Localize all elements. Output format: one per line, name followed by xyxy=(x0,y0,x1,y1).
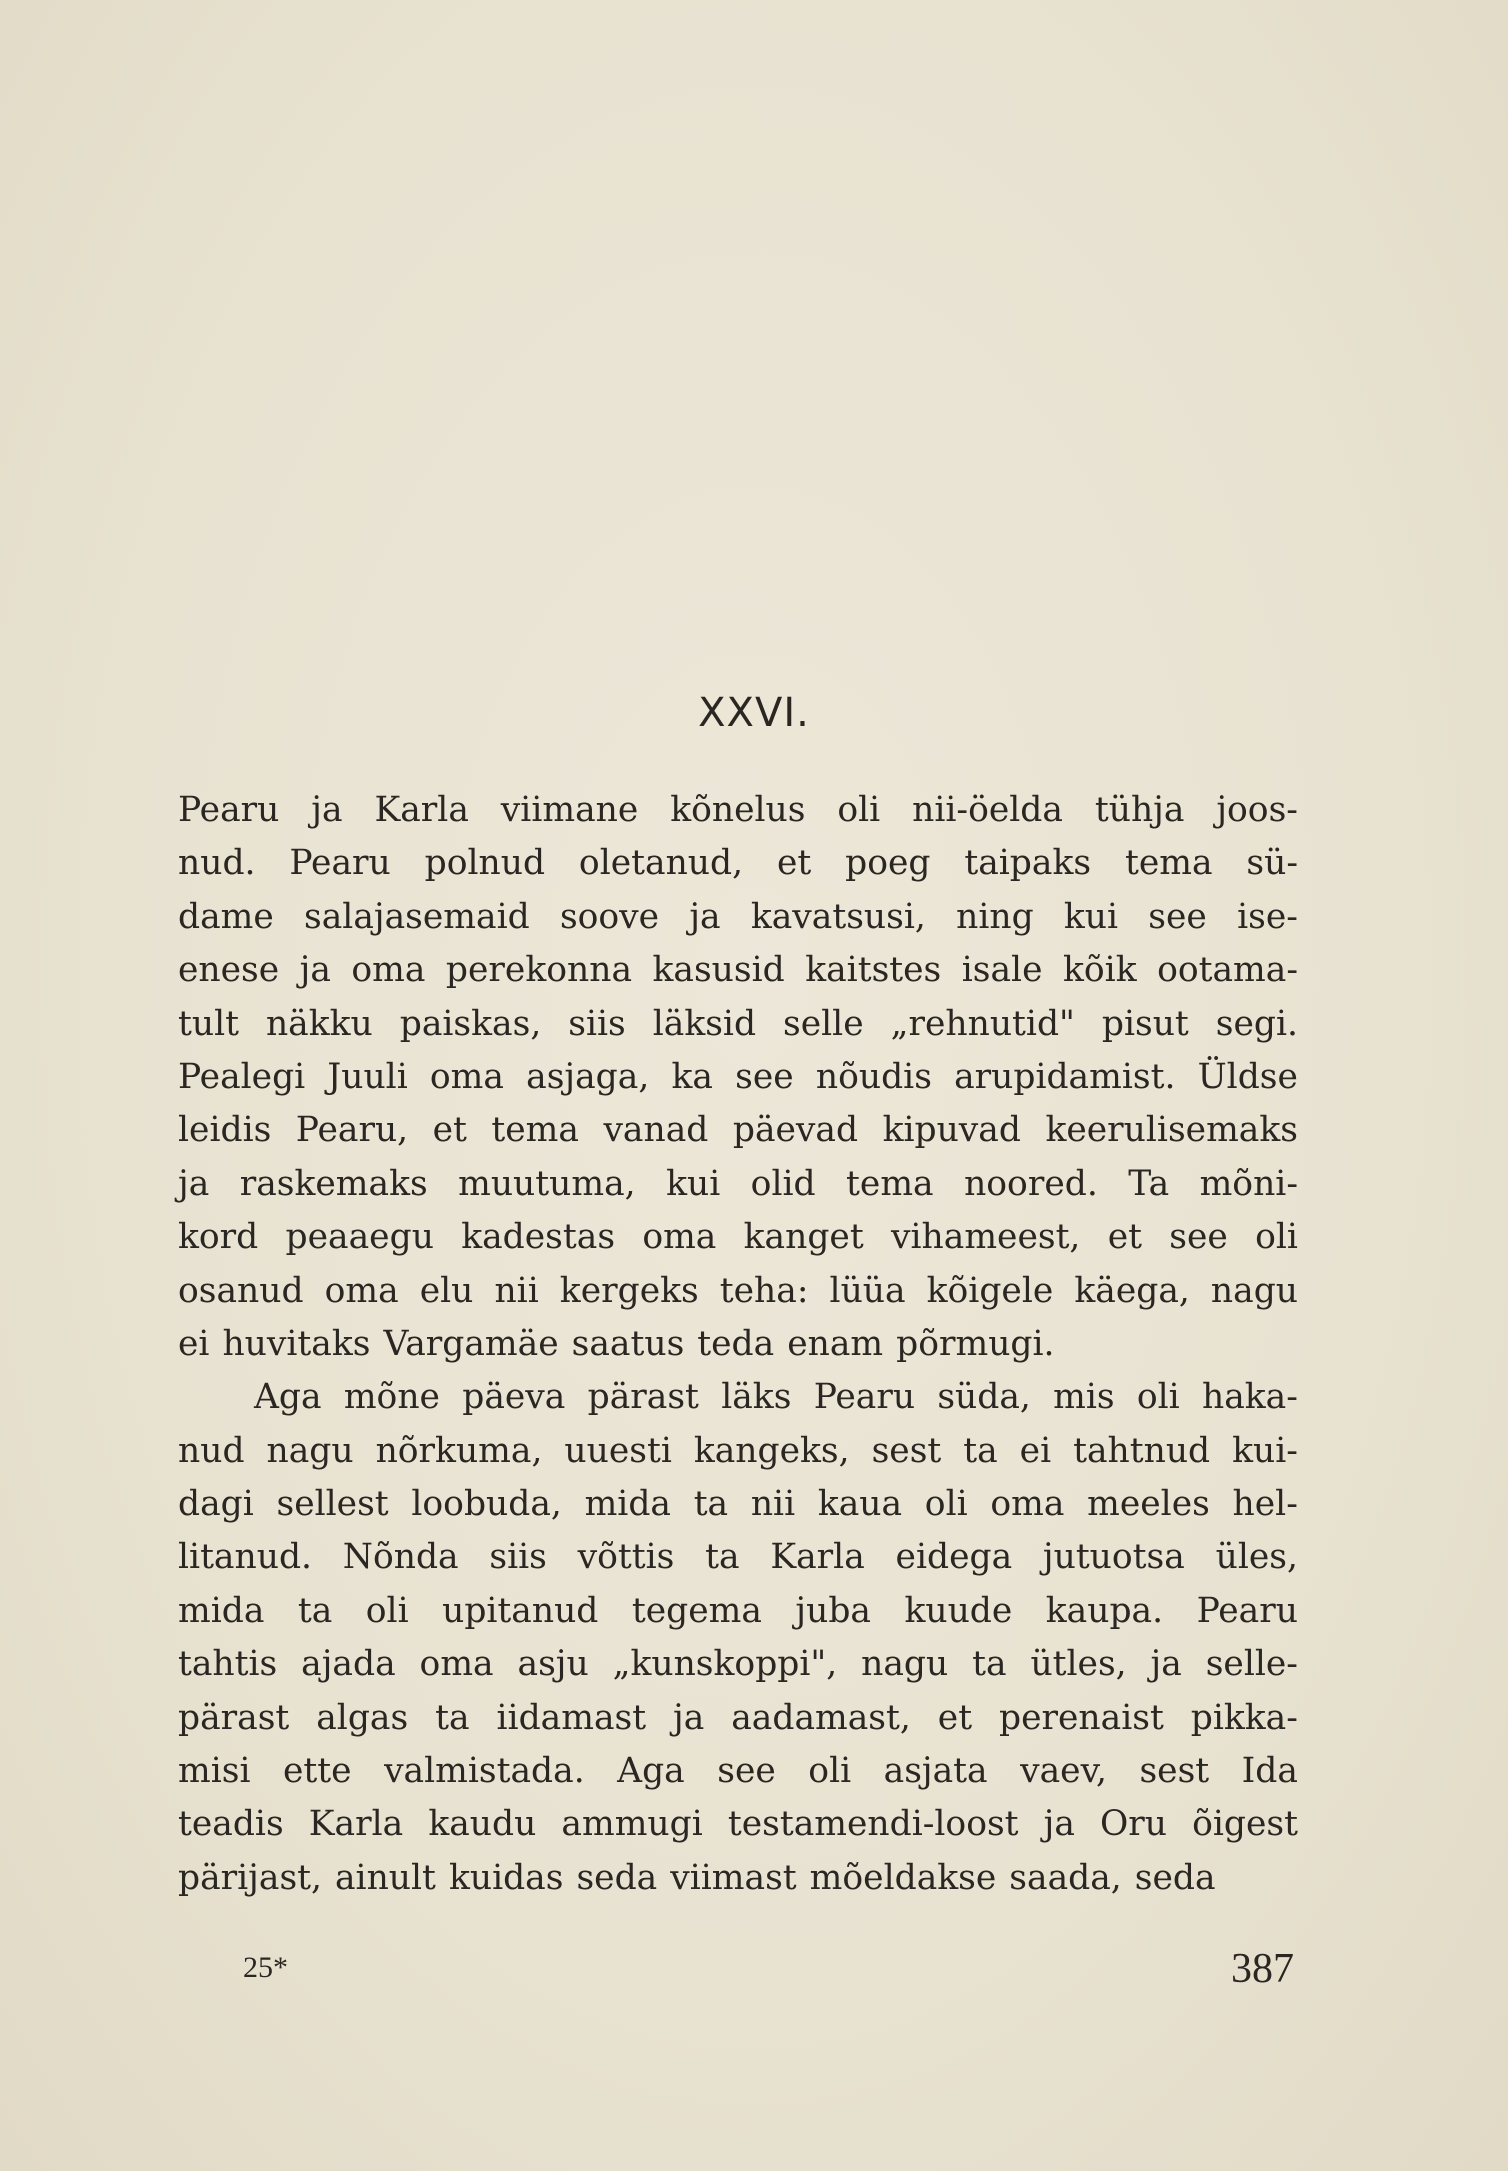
word: viimane xyxy=(500,790,639,830)
word: kipuvad xyxy=(882,1110,1021,1151)
word: ta xyxy=(963,1430,998,1471)
word: ta xyxy=(297,1590,333,1631)
word: mõne xyxy=(343,1377,440,1418)
word: leidis xyxy=(178,1110,272,1151)
word: Pearu xyxy=(1196,1590,1298,1631)
word: kangeks, xyxy=(693,1430,850,1471)
word: teda xyxy=(697,1323,775,1364)
word: üles, xyxy=(1215,1537,1298,1578)
word: ta xyxy=(693,1484,729,1525)
word: hel- xyxy=(1232,1484,1298,1525)
word: seda xyxy=(576,1857,658,1898)
word: ta xyxy=(705,1537,740,1578)
word: tahtnud xyxy=(1073,1430,1211,1471)
page-footer xyxy=(0,1945,1508,2005)
word: nud. xyxy=(178,843,256,884)
word: vihameest, xyxy=(891,1217,1081,1258)
word: kasusid xyxy=(652,950,785,991)
word: läks xyxy=(721,1377,792,1418)
word: Oru xyxy=(1100,1804,1167,1845)
word: ajada xyxy=(301,1644,396,1685)
word: Aga xyxy=(617,1751,685,1792)
word: mis xyxy=(1053,1377,1115,1418)
word: iidamast xyxy=(496,1697,647,1738)
word: Karla xyxy=(374,790,469,830)
word: Karla xyxy=(308,1804,404,1845)
text-line xyxy=(178,1852,1298,1905)
word: kadestas xyxy=(461,1217,616,1258)
word: Pealegi xyxy=(178,1056,306,1097)
word: Nõnda xyxy=(342,1537,459,1578)
word: nagu xyxy=(1210,1270,1298,1311)
word: selle xyxy=(783,1003,864,1044)
word: ütles, xyxy=(1030,1644,1127,1685)
word: poeg xyxy=(845,843,931,884)
paragraph xyxy=(178,784,1298,1371)
word: oma xyxy=(429,1056,504,1097)
word: ootama- xyxy=(1157,950,1298,991)
word: võttis xyxy=(577,1537,675,1578)
word: noored. xyxy=(964,1163,1098,1204)
word: sü- xyxy=(1246,843,1298,884)
word: asjaga, xyxy=(526,1056,650,1097)
word: siis xyxy=(568,1003,626,1044)
word: ning xyxy=(956,896,1034,937)
word: vanad xyxy=(603,1110,709,1151)
word: tühja xyxy=(1094,790,1185,830)
word: nõrkuma, xyxy=(375,1430,543,1471)
word: kanget xyxy=(743,1217,864,1258)
word: segi. xyxy=(1215,1003,1298,1044)
word: nii xyxy=(494,1270,539,1311)
word: nii-öelda xyxy=(912,790,1063,830)
text-line xyxy=(178,1638,1298,1691)
word: kui xyxy=(666,1163,721,1204)
word: valmistada. xyxy=(384,1751,585,1792)
text-line xyxy=(178,891,1298,944)
word: tult xyxy=(178,1003,239,1044)
word: salajasemaid xyxy=(304,896,530,937)
word: loobuda, xyxy=(411,1484,562,1525)
word: enese xyxy=(178,950,280,991)
word: siis xyxy=(489,1537,547,1578)
word: sest xyxy=(871,1430,942,1471)
text-line xyxy=(178,1798,1298,1851)
page-number: 387 xyxy=(1231,1946,1294,1992)
word: näkku xyxy=(265,1003,373,1044)
word: Pearu xyxy=(178,790,280,830)
word: nagu xyxy=(861,1644,949,1685)
text-line xyxy=(178,1318,1298,1371)
word: pärijast, xyxy=(178,1857,322,1898)
word: oma xyxy=(419,1644,494,1685)
text-line xyxy=(178,837,1298,890)
word: vaev, xyxy=(1020,1751,1107,1792)
word: et xyxy=(937,1697,973,1738)
text-line xyxy=(178,998,1298,1051)
word: Juuli xyxy=(327,1056,408,1097)
word: päevad xyxy=(732,1110,859,1151)
word: ammugi xyxy=(561,1804,703,1845)
word: ei xyxy=(178,1323,210,1364)
word: jutuotsa xyxy=(1042,1537,1185,1578)
word: nagu xyxy=(266,1430,354,1471)
word: oma xyxy=(990,1484,1065,1525)
text-line xyxy=(178,1425,1298,1478)
word: kord xyxy=(178,1217,259,1258)
word: osanud xyxy=(178,1270,304,1311)
word: oletanud, xyxy=(578,843,744,884)
word: tema xyxy=(491,1110,579,1151)
word: ja xyxy=(1150,1644,1182,1685)
word: pisut xyxy=(1101,1003,1189,1044)
word: upitanud xyxy=(442,1590,599,1631)
word: ja xyxy=(1043,1804,1075,1845)
word: peaaegu xyxy=(285,1217,434,1258)
word: kaitstes xyxy=(805,950,942,991)
word: kavatsusi, xyxy=(750,896,926,937)
word: mõni- xyxy=(1199,1163,1298,1204)
word: ja xyxy=(673,1697,705,1738)
word: oli xyxy=(837,790,881,830)
word: elu xyxy=(419,1270,474,1311)
word: tegema xyxy=(631,1590,762,1631)
printer-signature: 25* xyxy=(243,1951,288,1984)
word: sellest xyxy=(276,1484,389,1525)
word: sest xyxy=(1139,1751,1210,1792)
text-line xyxy=(178,944,1298,997)
text-line xyxy=(178,1692,1298,1745)
text-line xyxy=(178,1585,1298,1638)
text-line xyxy=(178,1478,1298,1531)
word: taipaks xyxy=(964,843,1092,884)
word: Ida xyxy=(1241,1751,1298,1792)
word: ta xyxy=(972,1644,1007,1685)
word: seda xyxy=(1134,1857,1216,1898)
word: oli xyxy=(1255,1217,1298,1258)
word: oli xyxy=(924,1484,968,1525)
word: muutuma, xyxy=(458,1163,636,1204)
word: Pearu xyxy=(289,843,391,884)
word: mõeldakse xyxy=(809,1857,997,1898)
word: tema xyxy=(846,1163,934,1204)
text-line xyxy=(178,1104,1298,1157)
word: teadis xyxy=(178,1804,284,1845)
word: oma xyxy=(351,950,426,991)
word: süda, xyxy=(937,1377,1031,1418)
word: lüüa xyxy=(829,1270,906,1311)
word: kaua xyxy=(817,1484,903,1525)
word: nõudis xyxy=(815,1056,932,1097)
word: Üldse xyxy=(1197,1056,1298,1097)
word: keerulisemaks xyxy=(1045,1110,1298,1151)
word: see xyxy=(1169,1217,1228,1258)
text-line xyxy=(178,1158,1298,1211)
word: asjata xyxy=(883,1751,988,1792)
word: olid xyxy=(750,1163,816,1204)
word: ta xyxy=(435,1697,470,1738)
word: kõik xyxy=(1062,950,1137,991)
word: oli xyxy=(808,1751,852,1792)
word: kuidas xyxy=(448,1857,564,1898)
text-line xyxy=(178,1211,1298,1264)
word: raskemaks xyxy=(239,1163,428,1204)
word: et xyxy=(776,843,812,884)
word: eidega xyxy=(895,1537,1013,1578)
word: kui xyxy=(1063,896,1119,937)
word: joos- xyxy=(1216,790,1298,830)
word: testamendi-loost xyxy=(727,1804,1019,1845)
word: kuude xyxy=(904,1590,1013,1631)
word: kaupa. xyxy=(1045,1590,1164,1631)
word: mida xyxy=(584,1484,671,1525)
word: litanud. xyxy=(178,1537,312,1578)
text-line xyxy=(178,1051,1298,1104)
word: ise- xyxy=(1237,896,1298,937)
word: Pearu, xyxy=(295,1110,409,1151)
word: misi xyxy=(178,1751,251,1792)
word: läksid xyxy=(652,1003,757,1044)
word: selle- xyxy=(1205,1644,1298,1685)
word: saada, xyxy=(1009,1857,1122,1898)
word: Ta xyxy=(1128,1163,1170,1204)
word: oli xyxy=(1136,1377,1180,1418)
word: nii xyxy=(750,1484,796,1525)
word: päeva xyxy=(462,1377,566,1418)
word: Aga xyxy=(254,1377,322,1418)
word: ja xyxy=(689,896,721,937)
word: ainult xyxy=(334,1857,436,1898)
text-line xyxy=(178,1745,1298,1798)
word: dagi xyxy=(178,1484,254,1525)
word: kergeks xyxy=(559,1270,699,1311)
chapter-title: XXVI. xyxy=(698,690,810,736)
word: see xyxy=(1148,896,1207,937)
word: mida xyxy=(178,1590,265,1631)
word: oma xyxy=(642,1217,717,1258)
text-line xyxy=(178,1265,1298,1318)
word: huvitaks xyxy=(222,1323,371,1364)
word: Pearu xyxy=(813,1377,916,1418)
word: pärast xyxy=(587,1377,699,1418)
word: tema xyxy=(1124,843,1213,884)
word: polnud xyxy=(424,843,546,884)
word: Karla xyxy=(770,1537,865,1578)
word: kui- xyxy=(1232,1430,1298,1471)
word: teha: xyxy=(719,1270,809,1311)
word: et xyxy=(432,1110,467,1151)
word: tahtis xyxy=(178,1644,278,1685)
word: ja xyxy=(299,950,331,991)
word: haka- xyxy=(1201,1377,1298,1418)
text-line xyxy=(178,1531,1298,1584)
word: perenaist xyxy=(999,1697,1164,1738)
word: et xyxy=(1107,1217,1142,1258)
word: ja xyxy=(311,790,343,830)
word: ja xyxy=(178,1163,210,1204)
word: õigest xyxy=(1192,1804,1298,1845)
word: pärast xyxy=(178,1697,290,1738)
word: enam xyxy=(787,1323,884,1364)
word: nud xyxy=(178,1430,245,1471)
word: „kunskoppi", xyxy=(612,1644,838,1685)
word: paiskas, xyxy=(399,1003,542,1044)
text-line xyxy=(178,784,1298,837)
word: põrmugi. xyxy=(896,1323,1055,1364)
word: uuesti xyxy=(564,1430,672,1471)
word: isale xyxy=(961,950,1043,991)
word: ka xyxy=(671,1056,713,1097)
word: kõnelus xyxy=(670,790,806,830)
word: algas xyxy=(316,1697,409,1738)
word: saatus xyxy=(571,1323,685,1364)
word: arupidamist. xyxy=(954,1056,1176,1097)
paragraph xyxy=(178,1371,1298,1905)
body-text xyxy=(178,784,1298,1905)
word: käega, xyxy=(1074,1270,1190,1311)
word: perekonna xyxy=(445,950,633,991)
word: meeles xyxy=(1087,1484,1210,1525)
word: oma xyxy=(324,1270,399,1311)
word: ei xyxy=(1019,1430,1052,1471)
text-line xyxy=(178,1371,1298,1424)
word: asju xyxy=(517,1644,589,1685)
word: aadamast, xyxy=(731,1697,911,1738)
word: soove xyxy=(559,896,660,937)
word: pikka- xyxy=(1190,1697,1298,1738)
word: juba xyxy=(795,1590,871,1631)
word: Vargamäe xyxy=(383,1323,559,1364)
word: ette xyxy=(283,1751,352,1792)
word: see xyxy=(735,1056,794,1097)
word: dame xyxy=(178,896,274,937)
word: kaudu xyxy=(428,1804,537,1845)
word: „rehnutid" xyxy=(890,1003,1075,1044)
word: oli xyxy=(365,1590,409,1631)
word: viimast xyxy=(670,1857,797,1898)
word: kõigele xyxy=(926,1270,1054,1311)
word: see xyxy=(717,1751,776,1792)
